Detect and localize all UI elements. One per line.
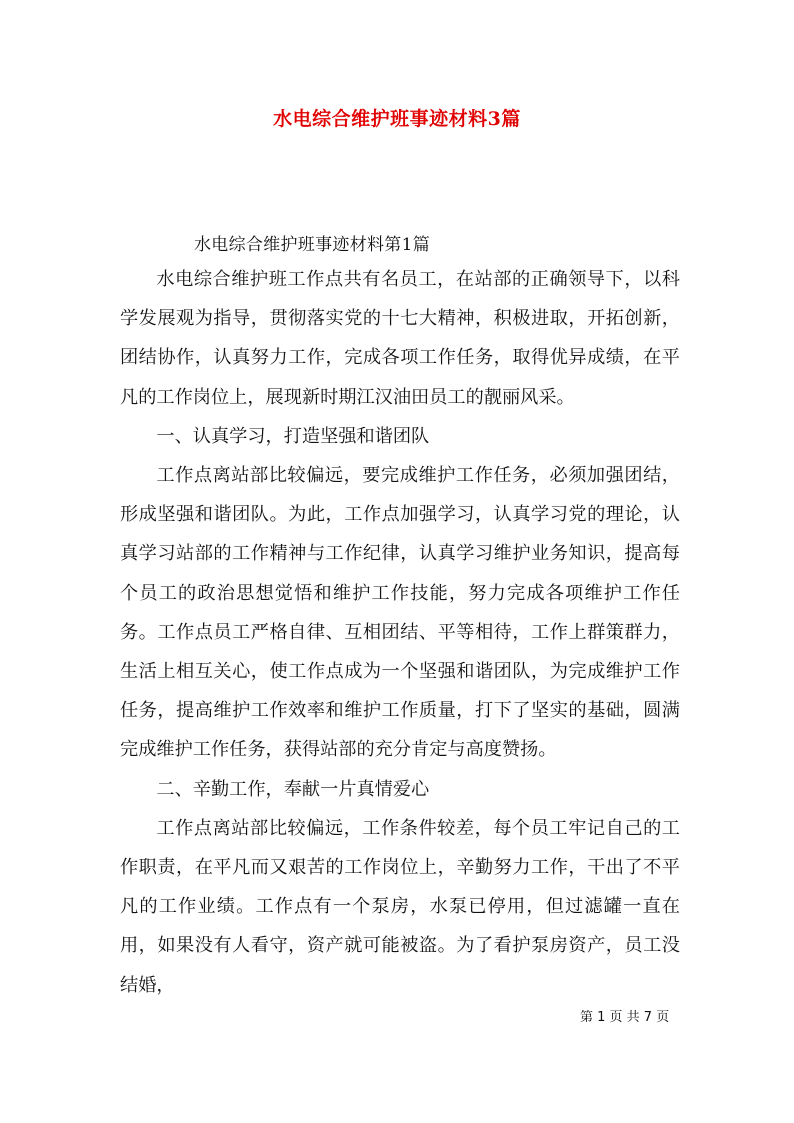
paragraph-section-2: 工作点离站部比较偏远，工作条件较差，每个员工牢记自己的工作职责，在平凡而又艰苦的工作岗位上，辛勤努力工作，干出了不平凡的工作业绩。工作点有一个泵房，水泵已停用，但过滤罐一直在用，如果没有人看守，资产就可能被盗。为了看护泵房资产，员工没结婚， (120, 817, 680, 996)
paragraph-intro: 水电综合维护班工作点共有名员工，在站部的正确领导下，以科学发展观为指导，贯彻落实党的十七大精神，积极进取，开拓创新，团结协作，认真努力工作，完成各项工作任务，取得优异成绩，在平凡的工作岗位上，展现新时期江汉油田员工的靓丽风采。 (120, 269, 680, 408)
section-heading-2: 二、辛勤工作，奉献一片真情爱心 (156, 778, 430, 800)
paragraph-section-1: 工作点离站部比较偏远，要完成维护工作任务，必须加强团结，形成坚强和谐团队。为此，工作点加强学习，认真学习党的理论，认真学习站部的工作精神与工作纪律，认真学习维护业务知识，提高每个员工的政治思想觉悟和维护工作技能，努力完成各项维护工作任务。工作点员工严格自律、互相团结、平等相待，工作上群策群力，生活上相互关心，使工作点成为一个坚强和谐团队，为完成维护工作任务，提高维护工作效率和维护工作质量，打下了坚实的基础，圆满完成维护工作任务，获得站部的充分肯定与高度赞扬。 (120, 465, 680, 761)
page-number-footer: 第 1 页 共 7 页 (580, 1010, 670, 1025)
document-body (120, 260, 680, 1005)
section-heading-1: 一、认真学习，打造坚强和谐团队 (156, 425, 430, 447)
document-title: 水电综合维护班事迹材料3篇 (273, 108, 521, 130)
document-subtitle: 水电综合维护班事迹材料第1篇 (194, 235, 431, 255)
